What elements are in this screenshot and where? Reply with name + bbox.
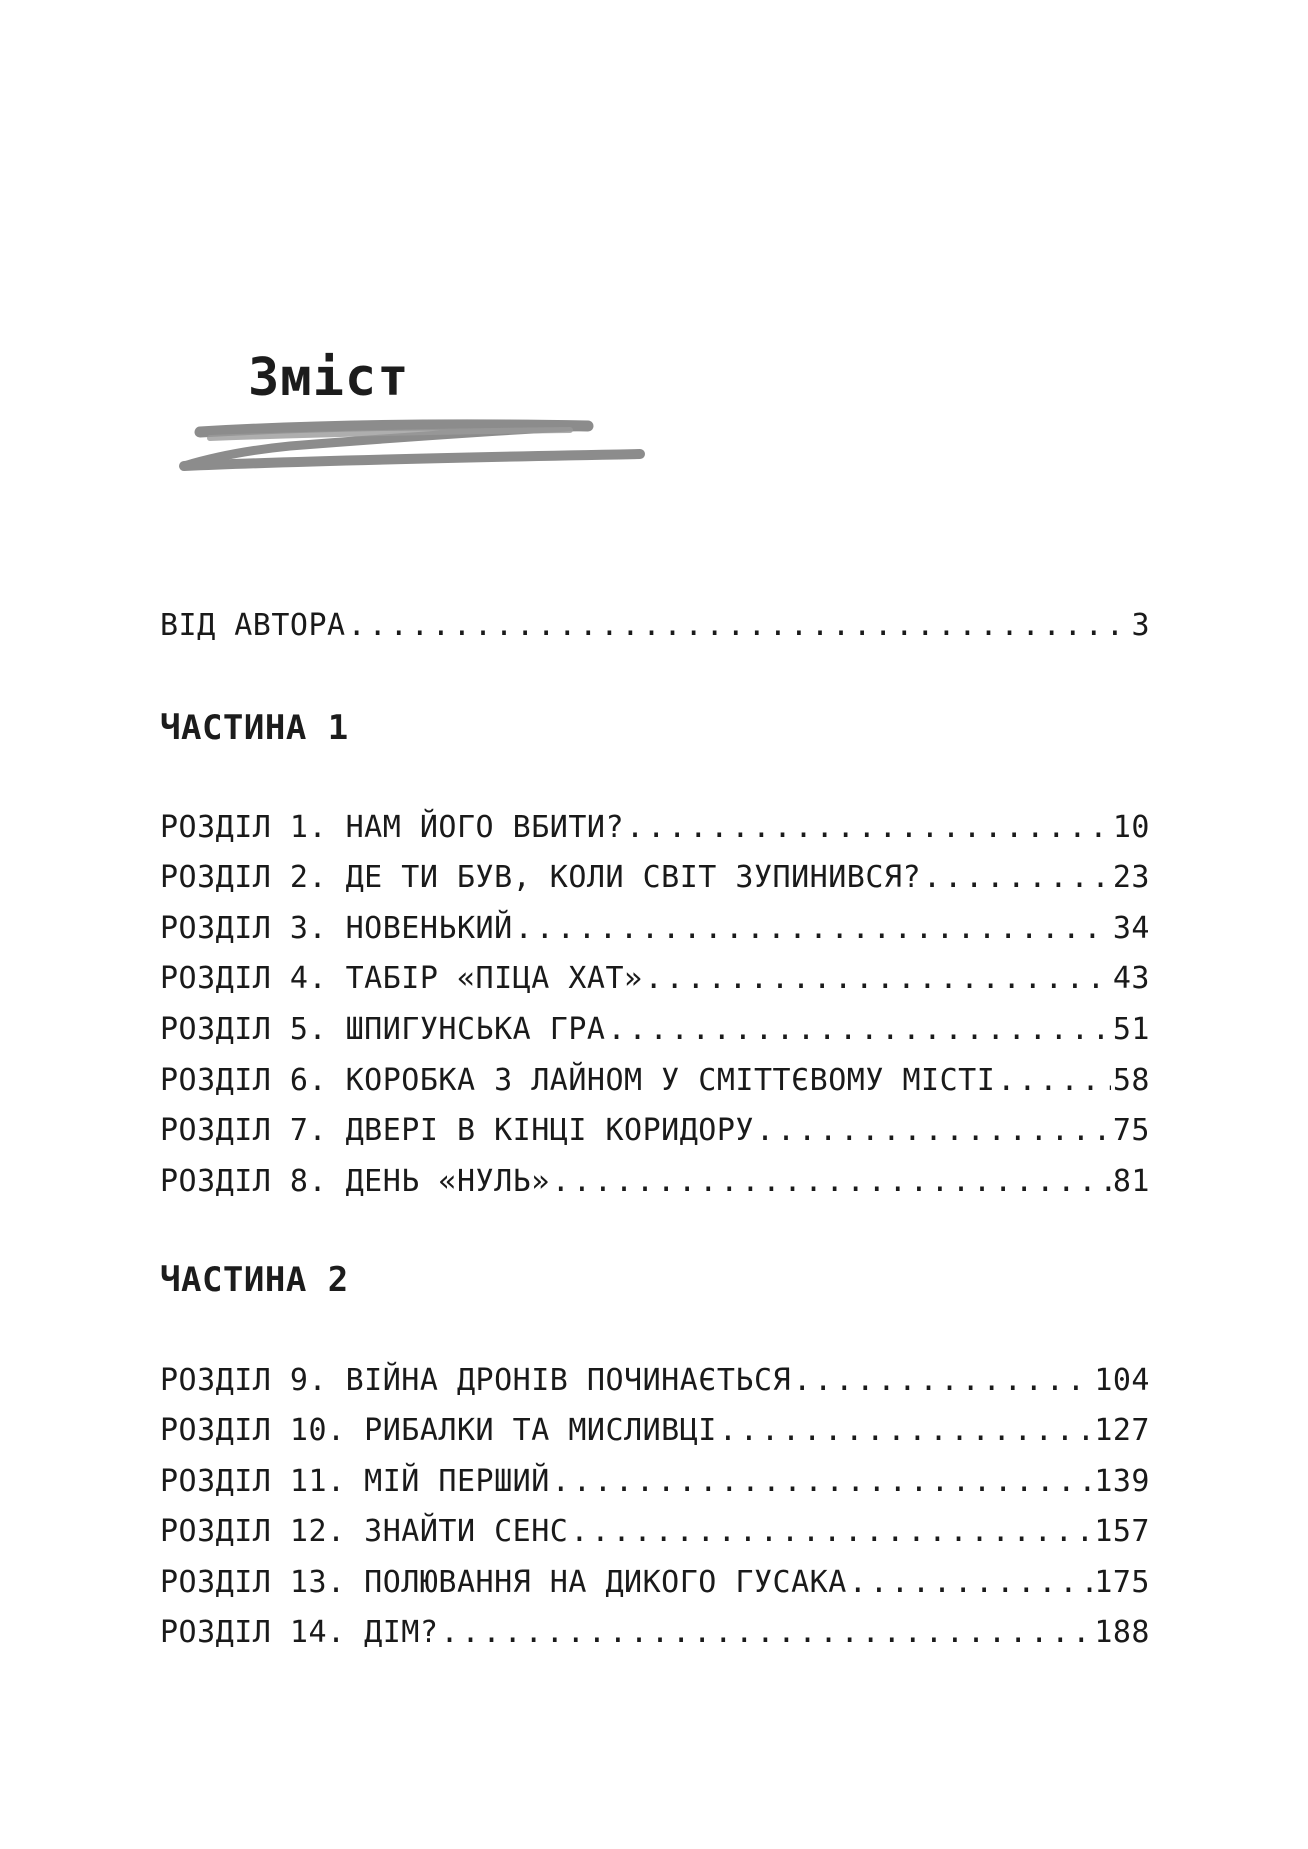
title-underline-stroke — [170, 410, 650, 490]
dot-leader — [645, 959, 1111, 999]
toc-entry-label: РОЗДІЛ 6. КОРОБКА З ЛАЙНОМ У СМІТТЄВОМУ МІСТІ — [160, 1063, 996, 1098]
dot-leader — [923, 858, 1111, 898]
toc-entry-page: 34 — [1112, 911, 1150, 946]
toc-entry-chapter-4[interactable] — [160, 959, 1150, 999]
toc-entry-chapter-2[interactable] — [160, 858, 1150, 898]
dot-leader — [626, 808, 1111, 848]
toc-entry-page: 188 — [1094, 1615, 1150, 1650]
toc-entry-label: РОЗДІЛ 7. ДВЕРІ В КІНЦІ КОРИДОРУ — [160, 1113, 754, 1148]
toc-entry-label: РОЗДІЛ 14. ДІМ? — [160, 1615, 439, 1650]
toc-entry-page: 139 — [1094, 1464, 1150, 1499]
toc-entry-chapter-5[interactable] — [160, 1010, 1150, 1050]
toc-entry-chapter-11[interactable] — [160, 1462, 1150, 1502]
page-title: Зміст — [248, 348, 410, 408]
dot-leader — [793, 1361, 1092, 1401]
dot-leader — [849, 1563, 1093, 1603]
toc-entry-page: 3 — [1131, 608, 1150, 643]
dot-leader — [552, 1162, 1111, 1202]
toc-entry-page: 104 — [1094, 1363, 1150, 1398]
toc-entry-page: 51 — [1112, 1012, 1150, 1047]
toc-entry-label: РОЗДІЛ 11. МІЙ ПЕРШИЙ — [160, 1464, 550, 1499]
toc-entry-chapter-9[interactable] — [160, 1361, 1150, 1401]
toc-entry-page: 75 — [1112, 1113, 1150, 1148]
toc-entry-intro[interactable] — [160, 606, 1150, 646]
toc-entry-page: 43 — [1112, 961, 1150, 996]
toc-entry-page: 10 — [1112, 810, 1150, 845]
toc-entry-chapter-14[interactable] — [160, 1613, 1150, 1653]
dot-leader — [719, 1411, 1092, 1451]
toc-entry-label: РОЗДІЛ 1. НАМ ЙОГО ВБИТИ? — [160, 810, 625, 845]
toc-entry-chapter-10[interactable] — [160, 1411, 1150, 1451]
dot-leader — [570, 1512, 1092, 1552]
part-heading-1: ЧАСТИНА 1 — [160, 708, 349, 748]
toc-entry-page: 58 — [1112, 1063, 1150, 1098]
toc-entry-chapter-3[interactable] — [160, 909, 1150, 949]
toc-entry-chapter-6[interactable] — [160, 1061, 1150, 1101]
toc-entry-label: ВІД АВТОРА — [160, 608, 346, 643]
toc-entry-label: РОЗДІЛ 3. НОВЕНЬКИЙ — [160, 911, 513, 946]
toc-entry-page: 23 — [1112, 860, 1150, 895]
dot-leader — [515, 909, 1111, 949]
toc-entry-chapter-12[interactable] — [160, 1512, 1150, 1552]
toc-entry-label: РОЗДІЛ 5. ШПИГУНСЬКА ГРА — [160, 1012, 606, 1047]
toc-entry-page: 127 — [1094, 1413, 1150, 1448]
toc-entry-label: РОЗДІЛ 13. ПОЛЮВАННЯ НА ДИКОГО ГУСАКА — [160, 1565, 847, 1600]
dot-leader — [756, 1111, 1111, 1151]
toc-entry-page: 157 — [1094, 1514, 1150, 1549]
toc-entry-chapter-1[interactable] — [160, 808, 1150, 848]
dot-leader — [348, 606, 1130, 646]
dot-leader — [440, 1613, 1092, 1653]
toc-entry-label: РОЗДІЛ 9. ВІЙНА ДРОНІВ ПОЧИНАЄТЬСЯ — [160, 1363, 792, 1398]
toc-entry-label: РОЗДІЛ 4. ТАБІР «ПІЦА ХАТ» — [160, 961, 643, 996]
toc-entry-page: 175 — [1094, 1565, 1150, 1600]
dot-leader — [997, 1061, 1111, 1101]
toc-entry-label: РОЗДІЛ 2. ДЕ ТИ БУВ, КОЛИ СВІТ ЗУПИНИВСЯ? — [160, 860, 922, 895]
toc-entry-page: 81 — [1112, 1164, 1150, 1199]
toc-entry-label: РОЗДІЛ 8. ДЕНЬ «НУЛЬ» — [160, 1164, 550, 1199]
dot-leader — [607, 1010, 1110, 1050]
toc-entry-label: РОЗДІЛ 12. ЗНАЙТИ СЕНС — [160, 1514, 569, 1549]
part-heading-2: ЧАСТИНА 2 — [160, 1260, 349, 1300]
toc-entry-chapter-7[interactable] — [160, 1111, 1150, 1151]
toc-entry-label: РОЗДІЛ 10. РИБАЛКИ ТА МИСЛИВЦІ — [160, 1413, 717, 1448]
toc-entry-chapter-13[interactable] — [160, 1563, 1150, 1603]
dot-leader — [552, 1462, 1093, 1502]
toc-entry-chapter-8[interactable] — [160, 1162, 1150, 1202]
